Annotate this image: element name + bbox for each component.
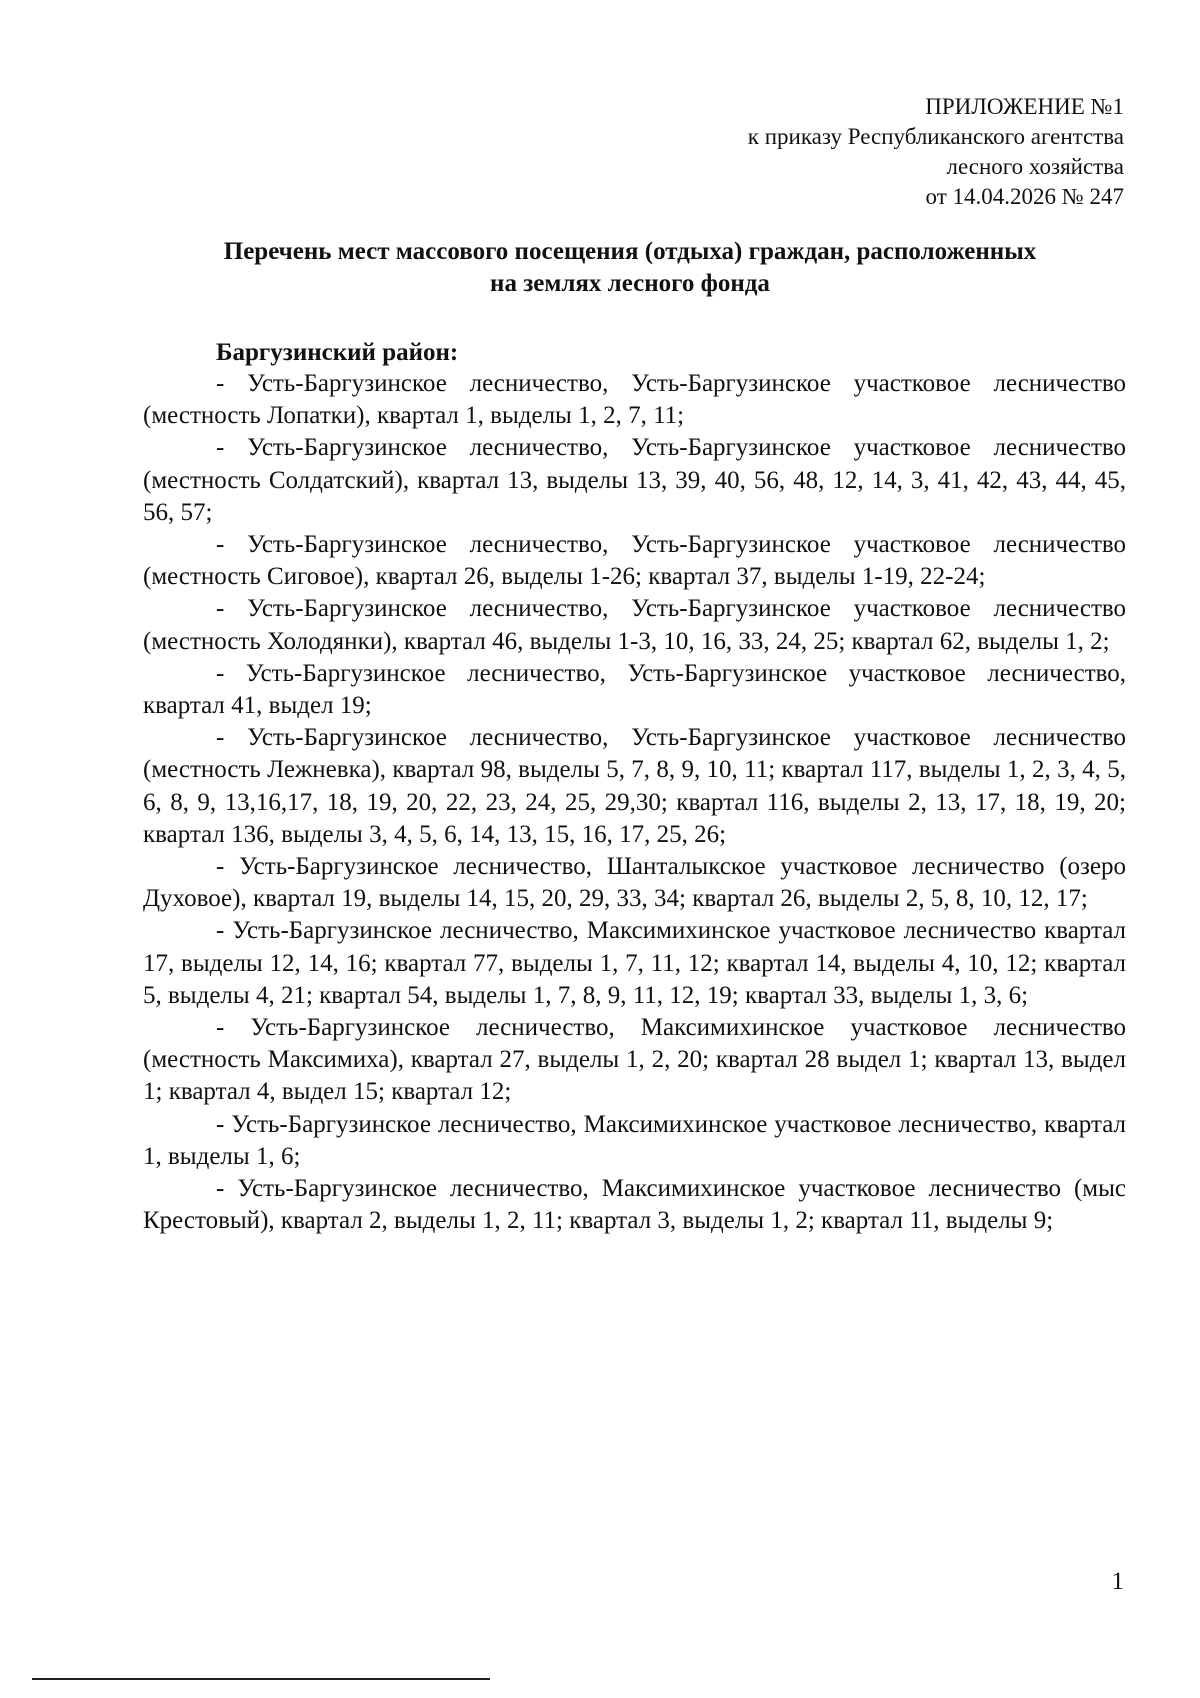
list-item: - Усть-Баргузинское лесничество, Шанталыкское участковое лесничество (озеро Духовое), квартал 19, выделы 14, 15, 20, 29, 33, 34; квартал 26, выделы 2, 5, 8, 10, 12, 17; <box>143 853 1126 913</box>
list-item: - Усть-Баргузинское лесничество, Максимихинское участковое лесничество, квартал 1, выделы 1, 6; <box>143 1110 1126 1170</box>
district-heading: Баргузинский район: <box>216 339 459 366</box>
page-number: 1 <box>1111 1568 1124 1595</box>
list-item: - Усть-Баргузинское лесничество, Усть-Баргузинское участковое лесничество, квартал 41, выдел 19; <box>143 659 1126 720</box>
document-title <box>140 236 1120 300</box>
appendix-header <box>748 92 1124 212</box>
list-item: - Усть-Баргузинское лесничество, Усть-Баргузинское участковое лесничество (местность Солдатский), квартал 13, выделы 13, 39, 40, 56, 48, 12, 14, 3, 41, 42, 43, 44, 45, 56, 57; <box>143 434 1126 526</box>
list-item: - Усть-Баргузинское лесничество, Максимихинское участковое лесничество (местность Максимиха), квартал 27, выделы 1, 2, 20; квартал 28 выдел 1; квартал 13, выдел 1; квартал 4, выдел 15; квартал 12; <box>143 1014 1126 1106</box>
appendix-number: ПРИЛОЖЕНИЕ №1 <box>925 94 1124 119</box>
footer-divider <box>32 1678 490 1680</box>
appendix-order-ref: к приказу Республиканского агентства <box>747 124 1124 149</box>
entries-list <box>143 368 1126 1237</box>
list-item: - Усть-Баргузинское лесничество, Усть-Баргузинское участковое лесничество (местность Лопатки), квартал 1, выделы 1, 2, 7, 11; <box>143 370 1126 430</box>
list-item: - Усть-Баргузинское лесничество, Усть-Баргузинское участковое лесничество (местность Холодянки), квартал 46, выделы 1-3, 10, 16, 33, 24, 25; квартал 62, выделы 1, 2; <box>143 595 1126 655</box>
appendix-agency: лесного хозяйства <box>946 154 1124 179</box>
list-item: - Усть-Баргузинское лесничество, Максимихинское участковое лесничество (мыс Крестовый), квартал 2, выделы 1, 2, 11; квартал 3, выделы 1, 2; квартал 11, выделы 9; <box>143 1175 1126 1235</box>
list-item: - Усть-Баргузинское лесничество, Усть-Баргузинское участковое лесничество (местность Сиговое), квартал 26, выделы 1-26; квартал 37, выделы 1-19, 22-24; <box>143 531 1126 591</box>
list-item: - Усть-Баргузинское лесничество, Усть-Баргузинское участковое лесничество (местность Лежневка), квартал 98, выделы 5, 7, 8, 9, 10, 11; квартал 117, выделы 1, 2, 3, 4, 5, 6, 8, 9, 13,16,17, 18, 19, 20, 22, 23, 24, 25, 29,30; квартал 116, выделы 2, 13, 17, 18, 19, 20; квартал 136, выделы 3, 4, 5, 6, 14, 13, 15, 16, 17, 25, 26; <box>143 724 1126 848</box>
title-line-2: на землях лесного фонда <box>490 270 770 297</box>
appendix-date-number: от 14.04.2026 № 247 <box>925 184 1124 209</box>
list-item: - Усть-Баргузинское лесничество, Максимихинское участковое лесничество квартал 17, выделы 12, 14, 16; квартал 77, выделы 1, 7, 11, 12; квартал 14, выделы 4, 10, 12; квартал 5, выделы 4, 21; квартал 54, выделы 1, 7, 8, 9, 11, 12, 19; квартал 33, выделы 1, 3, 6; <box>143 917 1126 1009</box>
title-line-1: Перечень мест массового посещения (отдыха) граждан, расположенных <box>223 238 1037 265</box>
